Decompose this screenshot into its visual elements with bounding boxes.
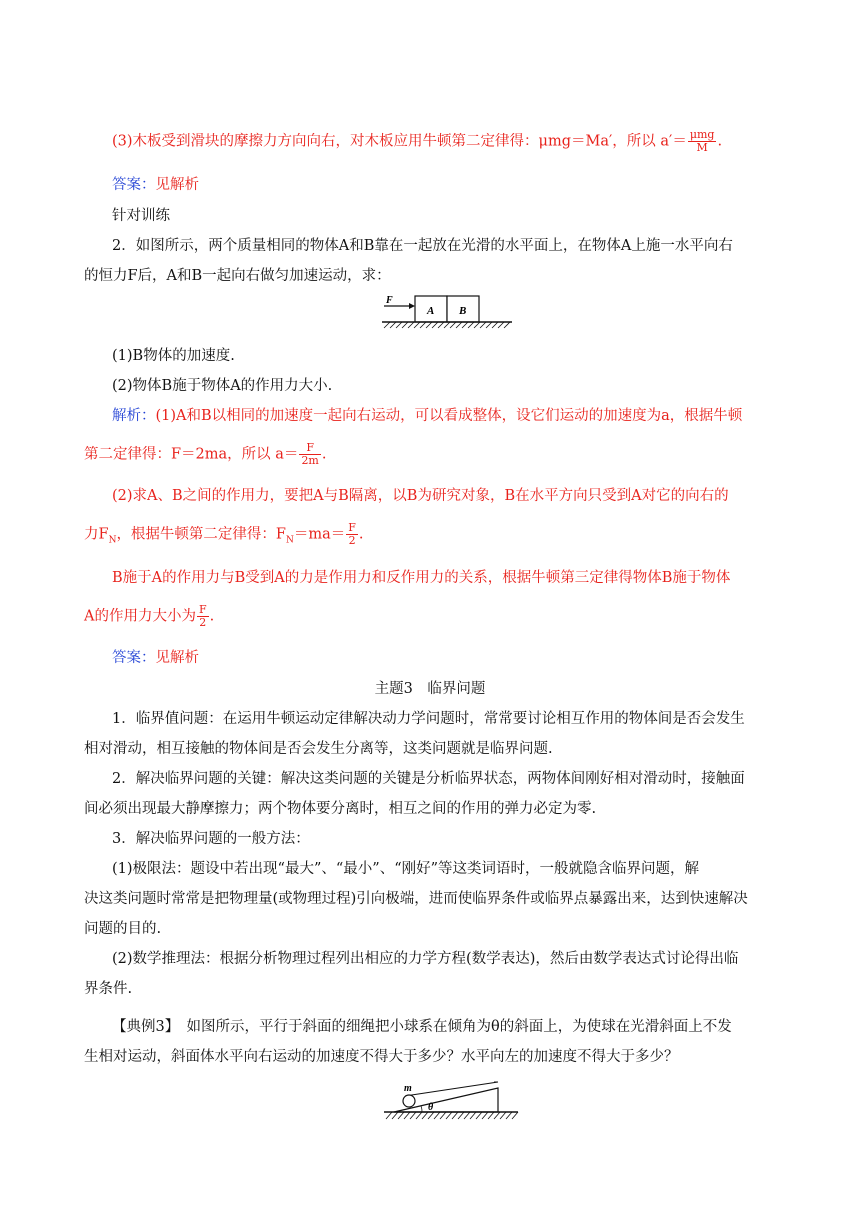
fraction-denominator: M <box>696 141 708 154</box>
blocks-figure <box>380 292 514 334</box>
fraction-numerator: F <box>348 521 356 534</box>
fraction-denominator: 2 <box>199 616 207 629</box>
mass-label: m <box>404 1083 412 1094</box>
solution-p1-text2: 第二定律得：F＝2ma，所以 a＝ <box>84 446 299 463</box>
answer-label: 答案： <box>112 650 156 666</box>
fraction-numerator: F <box>299 442 320 455</box>
fraction-f-over-2 <box>197 604 209 629</box>
answer-line-2 <box>112 648 199 668</box>
training-title: 针对训练 <box>112 208 170 224</box>
solution-label: 解析： <box>112 408 156 424</box>
ground-hatch <box>384 322 510 328</box>
part3-text: (3)木板受到滑块的摩擦力方向向右，对木板应用牛顿第二定律得：μmg＝Ma′，所以 a′＝ <box>112 133 687 150</box>
fraction-denominator: 2 <box>348 534 356 547</box>
solution-p1-line2 <box>84 442 326 467</box>
period: . <box>717 133 723 150</box>
topic3-item1-line2: 相对滑动，相互接触的物体间是否会发生分离等，这类问题就是临界问题. <box>84 741 553 757</box>
text: ＝ma＝ <box>293 526 346 543</box>
fraction-numerator: F <box>198 603 207 616</box>
topic3-method1-line2: 决这类问题时常常是把物理量(或物理过程)引向极端，进而使临界条件或临界点暴露出来，达到快速解决 <box>84 891 748 907</box>
topic3-method2-line2: 界条件. <box>84 981 133 997</box>
period: . <box>321 446 327 463</box>
text: A的作用力大小为 <box>84 608 196 625</box>
text: 力F <box>84 526 109 543</box>
period: . <box>358 526 364 543</box>
question2-sub2: (2)物体B施于物体A的作用力大小. <box>112 378 333 394</box>
example3-line2: 生相对运动，斜面体水平向右运动的加速度不得大于多少？水平向左的加速度不得大于多少？ <box>84 1049 679 1065</box>
example-text: 如图所示，平行于斜面的细绳把小球系在倾角为θ的斜面上，为使球在光滑斜面上不发 <box>171 1019 732 1035</box>
solution-p3-line1: B施于A的作用力与B受到A的力是作用力和反作用力的关系，根据牛顿第三定律得物体B施于物体 <box>112 570 731 586</box>
block-b-label: B <box>459 305 467 317</box>
topic3-item1-line1: 1．临界值问题：在运用牛顿运动定律解决动力学问题时，常常要讨论相互作用的物体间是否会发生 <box>112 711 745 727</box>
solution-part3-line <box>112 129 722 154</box>
ground-hatch <box>386 1112 518 1119</box>
topic3-item3: 3．解决临界问题的一般方法： <box>112 831 310 847</box>
solution-p1-line1 <box>112 406 742 426</box>
topic3-title: 主题3 临界问题 <box>374 681 486 697</box>
fraction-denominator: 2m <box>301 454 319 467</box>
example-label: 【典例3】 <box>112 1019 172 1035</box>
text: ，根据牛顿第二定律得：F <box>116 526 286 543</box>
answer-text: 见解析 <box>155 650 199 666</box>
subscript: N <box>286 535 294 546</box>
question2-line2: 的恒力F后，A和B一起向右做匀加速运动，求： <box>84 268 391 284</box>
force-arrow-head <box>409 303 415 309</box>
solution-p1-text: (1)A和B以相同的加速度一起向右运动，可以看成整体，设它们运动的加速度为a，根据牛顿 <box>155 408 743 424</box>
solution-p3-line2 <box>84 604 214 629</box>
subscript: N <box>108 535 117 546</box>
angle-label: θ <box>428 1102 434 1113</box>
incline-figure <box>380 1078 522 1126</box>
answer-line-1 <box>112 175 199 195</box>
example3-line1 <box>112 1017 732 1037</box>
fraction-f-over-2 <box>346 522 358 547</box>
fraction-f-over-2m <box>299 442 320 467</box>
period: . <box>209 608 215 625</box>
block-a-label: A <box>427 305 435 317</box>
topic3-item2-line1: 2．解决临界问题的关键：解决这类问题的关键是分析临界状态，两物体间刚好相对滑动时，接触面 <box>112 771 745 787</box>
force-label: F <box>386 295 393 306</box>
fraction-numerator: μmg <box>689 128 715 141</box>
ball <box>403 1095 415 1107</box>
topic3-method2-line1: (2)数学推理法：根据分析物理过程列出相应的力学方程(数学表达)，然后由数学表达式讨论得出临 <box>112 951 739 967</box>
topic3-method1-line1: (1)极限法：题设中若出现“最大”、“最小”、“刚好”等这类词语时，一般就隐含临界问题，解 <box>112 861 700 877</box>
answer-text: 见解析 <box>155 177 199 193</box>
answer-label: 答案： <box>112 177 156 193</box>
fraction-mumg-over-m <box>688 129 717 154</box>
topic3-method1-line3: 问题的目的. <box>84 921 162 937</box>
solution-p2-line1: (2)求A、B之间的作用力，要把A与B隔离，以B为研究对象，B在水平方向只受到A对它的向右的 <box>112 488 729 504</box>
question2-line1: 2．如图所示，两个质量相同的物体A和B靠在一起放在光滑的水平面上，在物体A上施一水平向右 <box>112 238 733 254</box>
solution-p2-line2 <box>84 522 364 550</box>
question2-sub1: (1)B物体的加速度. <box>112 348 235 364</box>
topic3-item2-line2: 间必须出现最大静摩擦力；两个物体要分离时，相互之间的作用的弹力必定为零. <box>84 801 597 817</box>
